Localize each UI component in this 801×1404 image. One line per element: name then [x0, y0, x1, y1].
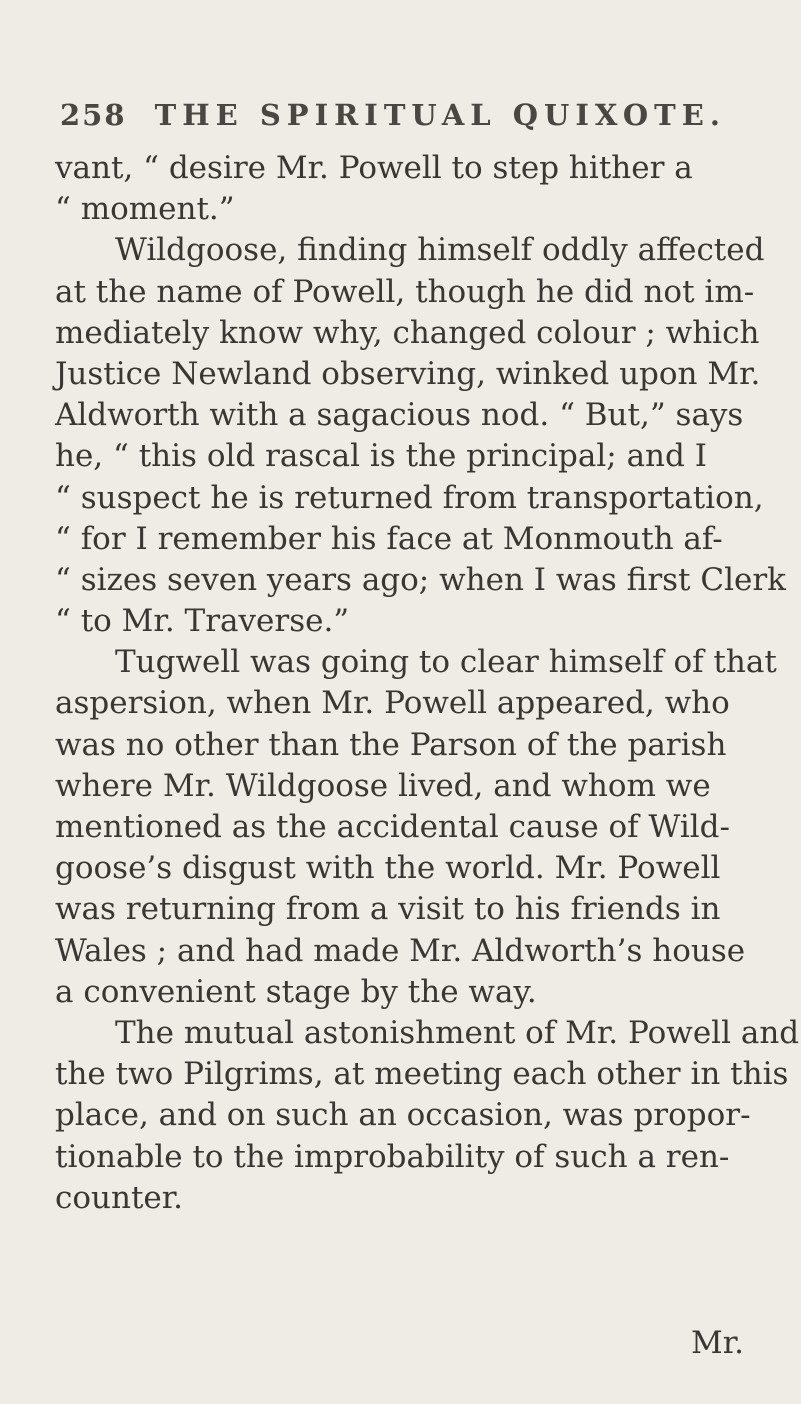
text-line: The mutual astonishment of Mr. Powell and — [115, 1014, 800, 1051]
text-line: aspersion, when Mr. Powell appeared, who — [55, 685, 730, 722]
running-header — [60, 98, 726, 132]
catchword: Mr. — [691, 1325, 745, 1361]
text-line: “ sizes seven years ago; when I was first Clerk — [55, 561, 786, 598]
text-line: “ for I remember his face at Monmouth af- — [55, 520, 723, 557]
text-line: mentioned as the accidental cause of Wild- — [55, 809, 730, 845]
text-line: counter. — [55, 1179, 184, 1216]
text-line: tionable to the improbability of such a ren- — [55, 1138, 730, 1175]
text-line: the two Pilgrims, at meeting each other in this — [55, 1056, 789, 1093]
text-line: was no other than the Parson of the parish — [55, 726, 727, 763]
text-line: Aldworth with a sagacious nod. “ But,” says — [55, 397, 744, 434]
text-line: “ suspect he is returned from transportation, — [55, 479, 764, 516]
text-line: he, “ this old rascal is the principal; and I — [55, 438, 707, 475]
text-line: Tugwell was going to clear himself of that — [115, 644, 777, 681]
text-line: mediately know why, changed colour ; which — [55, 314, 760, 351]
running-title: THE SPIRITUAL QUIXOTE. — [154, 98, 726, 132]
text-line: at the name of Powell, though he did not im- — [55, 273, 755, 310]
body-text — [55, 148, 800, 1219]
text-line: Justice Newland observing, winked upon Mr. — [55, 355, 761, 392]
text-line: place, and on such an occasion, was propor- — [55, 1097, 751, 1134]
page-number: 258 — [60, 98, 127, 132]
text-line: Wildgoose, finding himself oddly affected — [115, 232, 765, 269]
text-line: Wales ; and had made Mr. Aldworth’s house — [55, 932, 746, 969]
text-line: “ moment.” — [55, 191, 235, 228]
text-line: “ to Mr. Traverse.” — [55, 603, 350, 640]
text-line: goose’s disgust with the world. Mr. Powell — [55, 850, 721, 887]
text-line: was returning from a visit to his friends in — [55, 891, 721, 928]
text-line: vant, “ desire Mr. Powell to step hither a — [55, 150, 693, 186]
text-line: a convenient stage by the way. — [55, 973, 537, 1010]
text-line: where Mr. Wildgoose lived, and whom we — [55, 767, 711, 804]
